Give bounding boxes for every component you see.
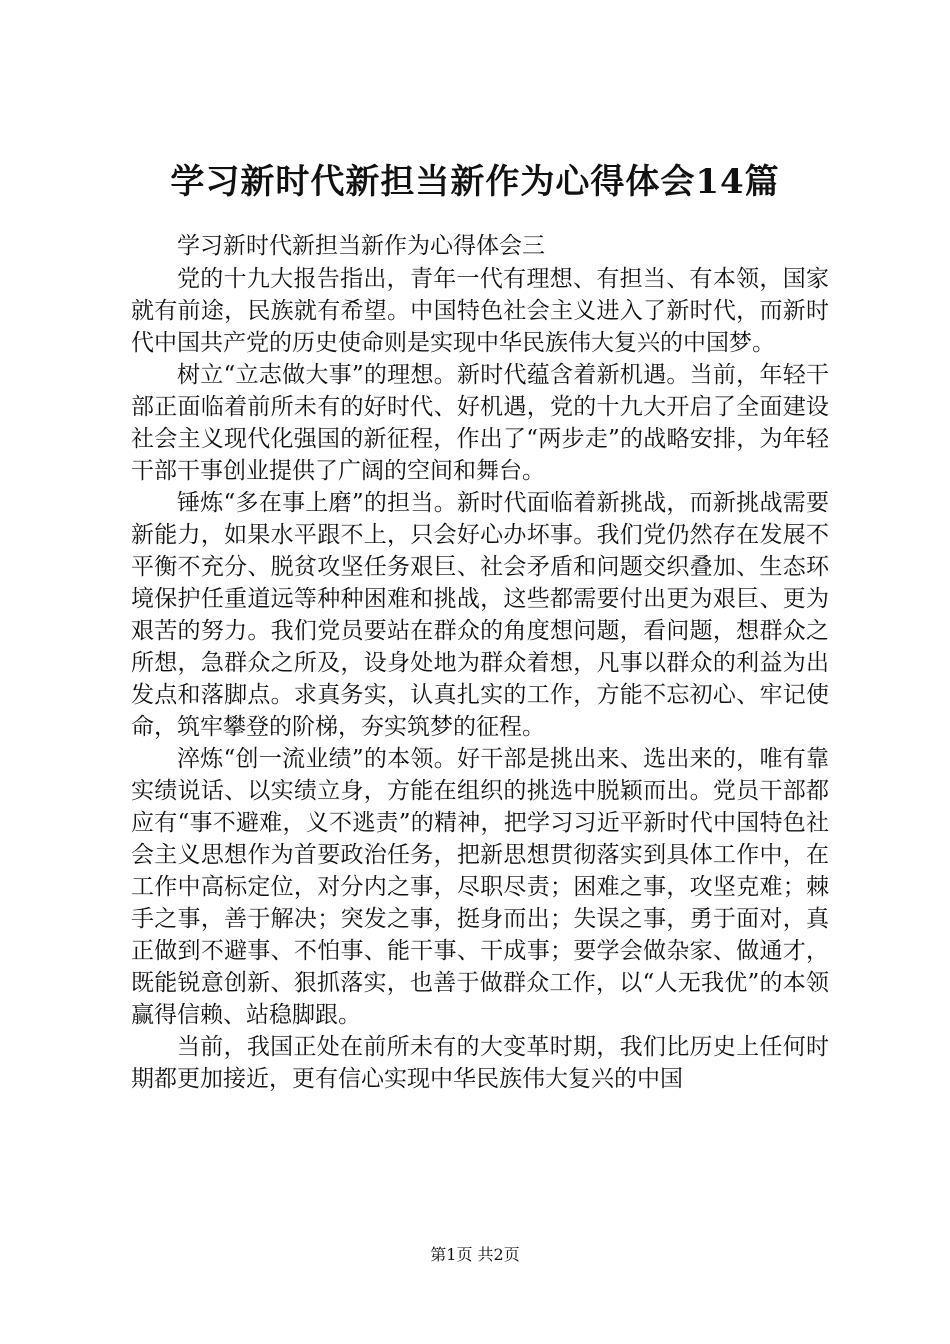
document-title: 学习新时代新担当新作为心得体会14篇 xyxy=(170,162,780,202)
paragraph-5: 当前，我国正处在前所未有的大变革时期，我们比历史上任何时期都更加接近，更有信心实现中华民族伟大复兴的中国 xyxy=(131,1034,829,1092)
paragraph-2: 树立“立志做大事”的理想。新时代蕴含着新机遇。当前，年轻干部正面临着前所未有的好时代、好机遇，党的十九大开启了全面建设社会主义现代化强国的新征程，作出了“两步走”的战略安排，为年轻干部干事创业提供了广阔的空间和舞台。 xyxy=(131,362,829,484)
paragraph-3: 锤炼“多在事上磨”的担当。新时代面临着新挑战，而新挑战需要新能力，如果水平跟不上，只会好心办坏事。我们党仍然存在发展不平衡不充分、脱贫攻坚任务艰巨、社会矛盾和问题交织叠加、生态环境保护任重道远等种种困难和挑战，这些都需要付出更为艰巨、更为艰苦的努力。我们党员要站在群众的角度想问题，看问题，想群众之所想，急群众之所及，设身处地为群众着想，凡事以群众的利益为出发点和落脚点。求真务实，认真扎实的工作，方能不忘初心、牢记使命，筑牢攀登的阶梯，夯实筑梦的征程。 xyxy=(131,490,829,740)
paragraph-4: 淬炼“创一流业绩”的本领。好干部是挑出来、选出来的，唯有靠实绩说话、以实绩立身，方能在组织的挑选中脱颖而出。党员干部都应有“事不避难，义不逃责”的精神，把学习习近平新时代中国特色社会主义思想作为首要政治任务，把新思想贯彻落实到具体工作中，在工作中高标定位，对分内之事，尽职尽责；困难之事，攻坚克难；棘手之事，善于解决；突发之事，挺身而出；失误之事，勇于面对，真正做到不避事、不怕事、能干事、干成事；要学会做杂家、做通才，既能锐意创新、狠抓落实，也善于做群众工作，以“人无我优”的本领赢得信赖、站稳脚跟。 xyxy=(131,746,829,1028)
page-footer: 第1页 共2页 xyxy=(430,1245,520,1264)
paragraph-1: 党的十九大报告指出，青年一代有理想、有担当、有本领，国家就有前途，民族就有希望。中国特色社会主义进入了新时代，而新时代中国共产党的历史使命则是实现中华民族伟大复兴的中国梦。 xyxy=(131,266,829,356)
document-body xyxy=(131,230,829,1095)
document-subtitle: 学习新时代新担当新作为心得体会三 xyxy=(177,233,545,259)
